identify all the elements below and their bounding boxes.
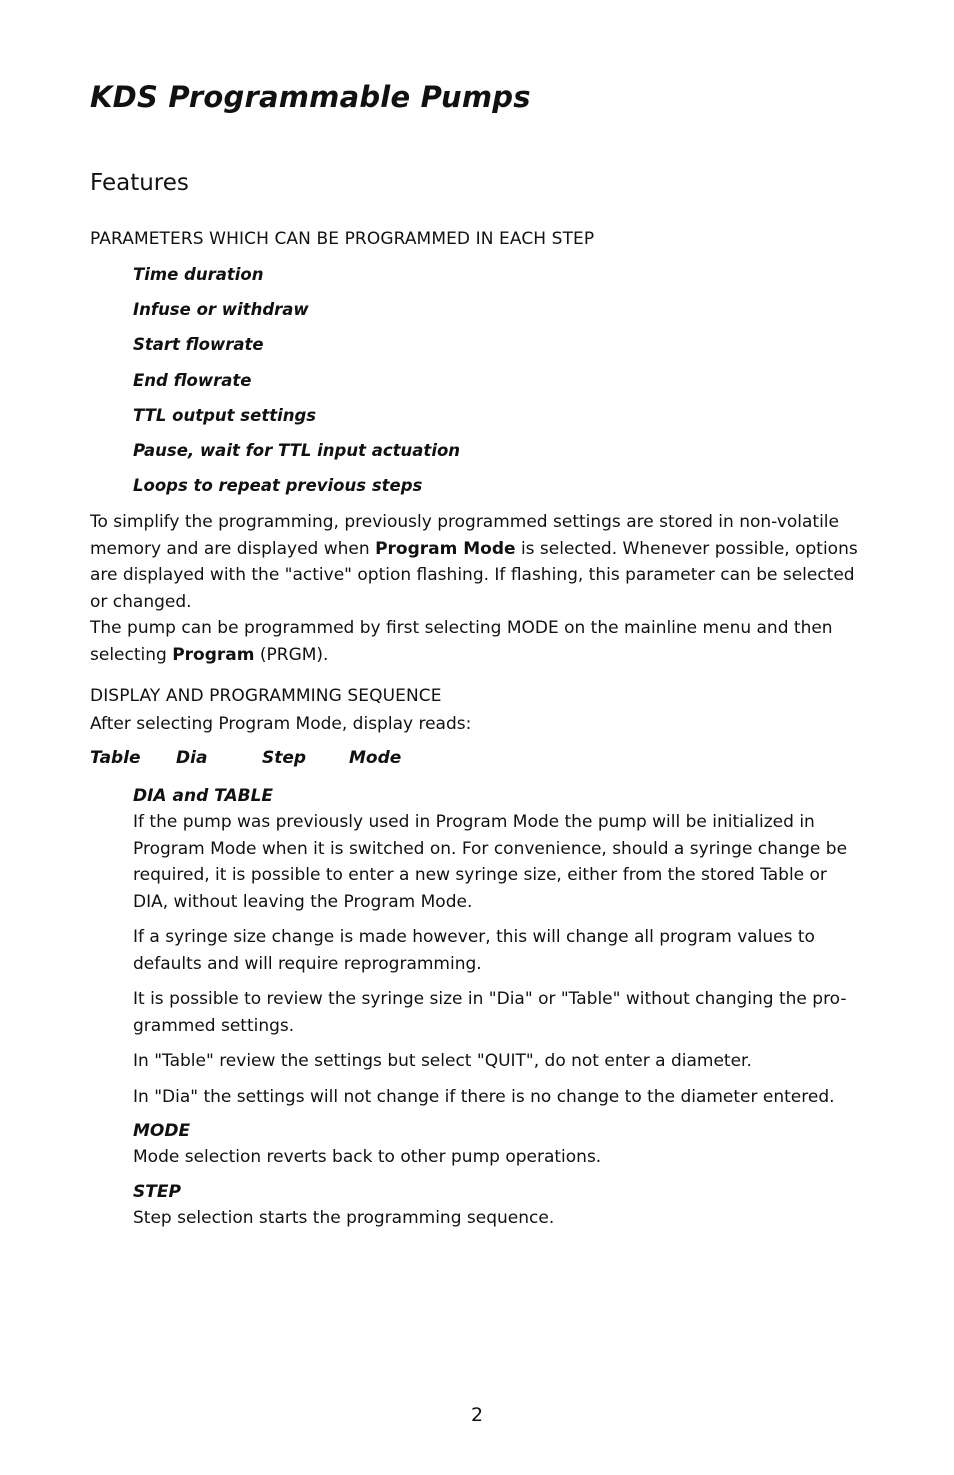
page-number: 2 bbox=[470, 1404, 484, 1426]
display-option-dia: Dia bbox=[176, 748, 208, 768]
parameters-heading: PARAMETERS WHICH CAN BE PROGRAMMED IN EACH STEP bbox=[90, 229, 595, 249]
intro-paragraph bbox=[90, 509, 860, 615]
list-item: Pause, wait for TTL input actuation bbox=[133, 440, 461, 460]
step-section bbox=[133, 1179, 858, 1232]
sequence-intro: After selecting Program Mode, display reads: bbox=[90, 714, 472, 734]
dia-table-section bbox=[133, 783, 858, 1110]
display-option-mode: Mode bbox=[349, 748, 402, 768]
programming-text: on the mainline menu and then selecting bbox=[90, 618, 833, 665]
list-item: Start flowrate bbox=[133, 335, 264, 355]
sequence-heading: DISPLAY AND PROGRAMMING SEQUENCE bbox=[90, 686, 442, 706]
display-option-step: Step bbox=[262, 748, 307, 768]
features-heading: Features bbox=[90, 170, 189, 196]
list-item: End flowrate bbox=[133, 370, 252, 390]
intro-text: To simplify the programming, previously programmed settings are stored in non-volatile memory and are displayed when bbox=[90, 512, 839, 559]
dia-table-paragraph: In "Table" review the settings but select "QUIT", do not enter a diameter. bbox=[133, 1051, 752, 1071]
program-mode-term: Program Mode bbox=[375, 538, 516, 559]
step-heading: STEP bbox=[133, 1182, 181, 1202]
mode-description: Mode selection reverts back to other pump operations. bbox=[133, 1147, 602, 1167]
programming-paragraph bbox=[90, 615, 860, 668]
mode-section bbox=[133, 1118, 858, 1171]
program-term: Program bbox=[172, 644, 255, 665]
list-item: Loops to repeat previous steps bbox=[133, 476, 423, 496]
page-title: KDS Programmable Pumps bbox=[90, 80, 531, 114]
list-item: TTL output settings bbox=[133, 405, 317, 425]
parameters-list bbox=[133, 263, 460, 509]
dia-table-paragraph: If a syringe size change is made however, this will change all program values to defaults and will require reprogramming. bbox=[133, 927, 815, 974]
programming-text: (PRGM). bbox=[254, 644, 329, 665]
dia-table-paragraph: It is possible to review the syringe size in "Dia" or "Table" without changing the pro-grammed settings. bbox=[133, 989, 847, 1036]
dia-table-paragraph: If the pump was previously used in Program Mode the pump will be initialized in Program Mode when it is switched on. For convenience, should a syringe change be required, it is possible to enter a new syringe size, either from the stored Table or DIA, without leaving the Program Mode. bbox=[133, 812, 848, 912]
display-option-table: Table bbox=[90, 748, 141, 768]
step-description: Step selection starts the programming sequence. bbox=[133, 1208, 555, 1228]
programming-text: The pump can be programmed by first selecting bbox=[90, 618, 507, 638]
mode-heading: MODE bbox=[133, 1121, 191, 1141]
list-item: Infuse or withdraw bbox=[133, 300, 309, 320]
intro-text: is selected. Whenever possible, options are displayed with the "active" option flashing. If flashing, this parameter can be selected or changed. bbox=[90, 538, 858, 612]
dia-table-paragraph: In "Dia" the settings will not change if there is no change to the diameter entered. bbox=[133, 1086, 835, 1107]
mode-term: MODE bbox=[506, 618, 559, 638]
dia-table-heading: DIA and TABLE bbox=[133, 786, 274, 806]
list-item: Time duration bbox=[133, 265, 264, 284]
